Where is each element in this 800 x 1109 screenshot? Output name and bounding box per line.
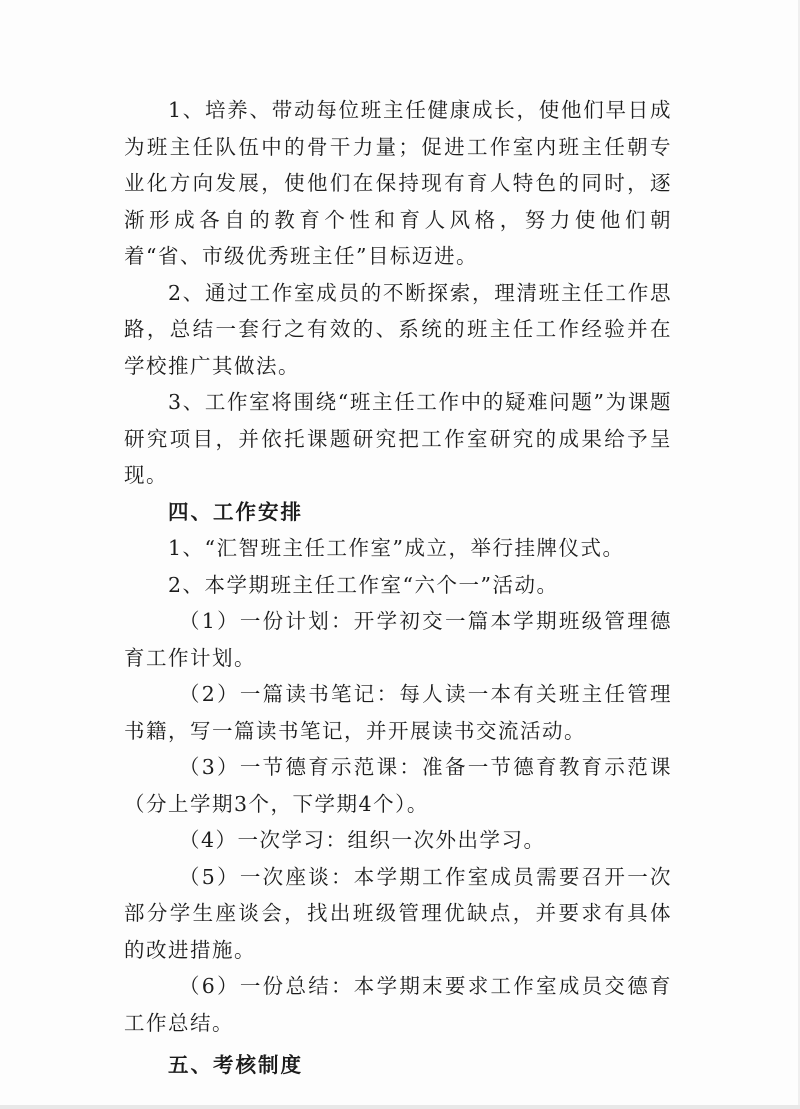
- activity-item-plan: （1）一份计划：开学初交一篇本学期班级管理德育工作计划。: [124, 609, 672, 670]
- goal-paragraph-1: 1、培养、带动每位班主任健康成长，使他们早日成为班主任队伍中的骨干力量；促进工作室内班主任朝专业化方向发展，使他们在保持现有育人特色的同时，逐渐形成各自的教育个性和育人风格，努力使他们朝着“省、市级优秀班主任”目标迈进。: [124, 98, 672, 268]
- activity-item-summary: （6）一份总结：本学期末要求工作室成员交德育工作总结。: [124, 974, 672, 1035]
- activity-item-reading-notes: （2）一篇读书笔记：每人读一本有关班主任管理书籍，写一篇读书笔记，并开展读书交流活动。: [124, 682, 672, 743]
- activity-item-demo-lesson: （3）一节德育示范课：准备一节德育教育示范课（分上学期3个，下学期4个）。: [124, 755, 672, 816]
- document-body: [124, 92, 672, 1084]
- section-heading-assessment: 五、考核制度: [168, 1053, 303, 1077]
- scan-edge-bottom: [0, 1105, 800, 1109]
- arrangement-item-2: 2、本学期班主任工作室“六个一”活动。: [168, 572, 559, 597]
- goal-paragraph-2: 2、通过工作室成员的不断探索，理清班主任工作思路，总结一套行之有效的、系统的班主任工作经验并在学校推广其做法。: [124, 280, 672, 378]
- section-heading-work-arrangement: 四、工作安排: [168, 499, 303, 524]
- arrangement-item-1: 1、“汇智班主任工作室”成立，举行挂牌仪式。: [168, 536, 625, 560]
- activity-item-symposium: （5）一次座谈：本学期工作室成员需要召开一次部分学生座谈会，找出班级管理优缺点，并要求有具体的改进措施。: [124, 864, 672, 962]
- goal-paragraph-3: 3、工作室将围绕“班主任工作中的疑难问题”为课题研究项目，并依托课题研究把工作室研究的成果给予呈现。: [124, 390, 672, 487]
- activity-item-study-trip: （4）一次学习：组织一次外出学习。: [179, 828, 546, 852]
